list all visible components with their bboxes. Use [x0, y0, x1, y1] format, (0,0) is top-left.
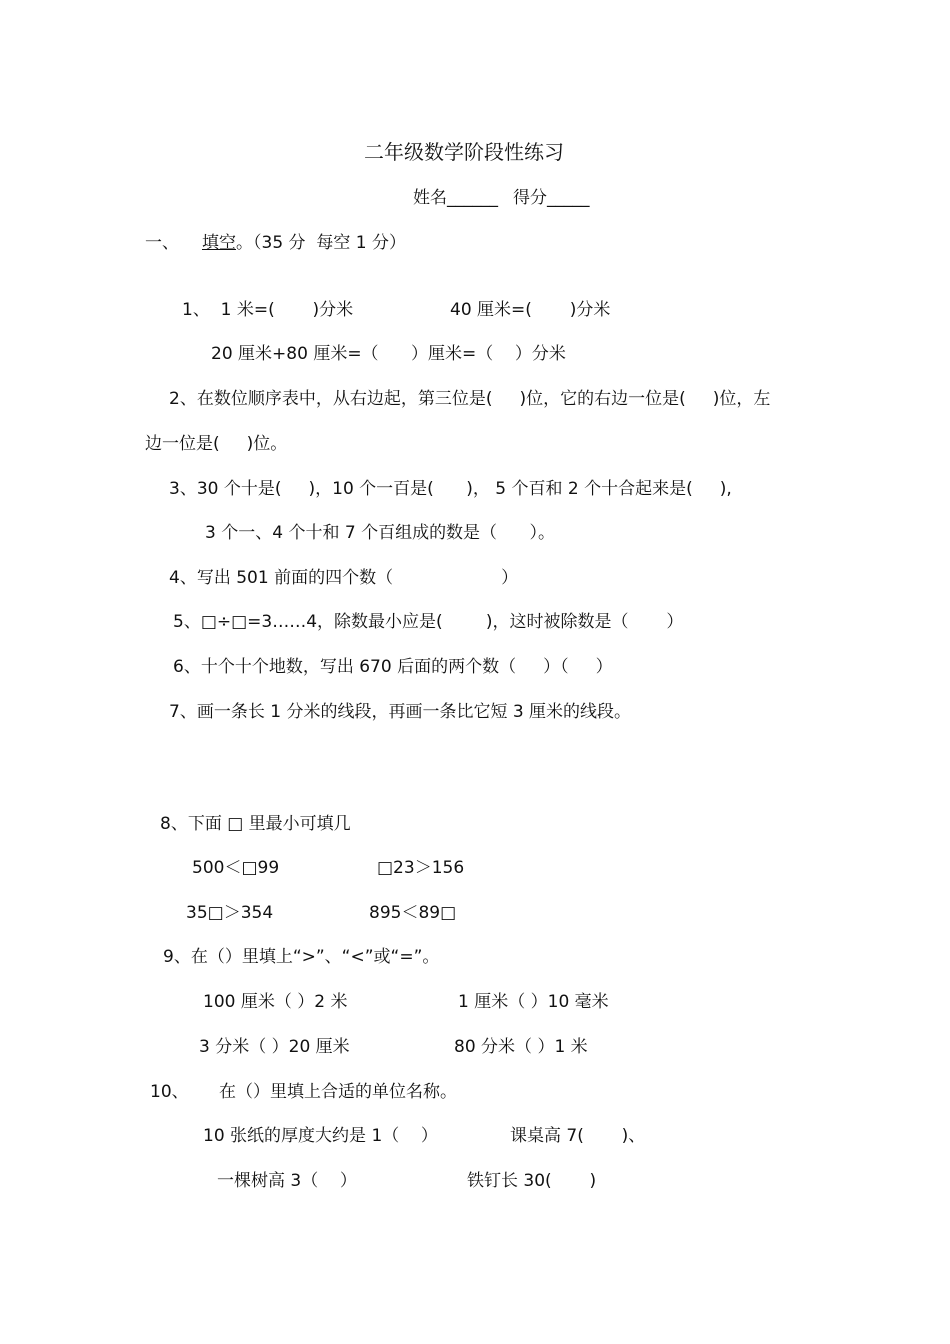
question-1-c: 20 厘米+80 厘米=（ ）厘米=（ ）分米 — [211, 344, 566, 364]
section-number: 一、 — [145, 233, 179, 253]
question-2-b: 边一位是( )位。 — [145, 434, 288, 454]
question-5: 5、□÷□=3……4，除数最小应是( )，这时被除数是（ ） — [173, 612, 684, 632]
score-field: 得分_____ — [513, 188, 590, 208]
question-1-a: 1、 1 米=( )分米 — [182, 300, 354, 320]
question-10-label: 在（）里填上合适的单位名称。 — [219, 1082, 457, 1102]
section-heading-suffix: 。（35 分 每空 1 分） — [236, 233, 406, 253]
question-9-b: 1 厘米（ ）10 毫米 — [458, 992, 609, 1012]
question-10-b: 课桌高 7( )、 — [510, 1126, 646, 1146]
question-9-label: 9、在（）里填上“>”、“<”或“=”。 — [163, 947, 440, 967]
question-9-d: 80 分米（ ）1 米 — [454, 1037, 588, 1057]
question-8-d: 895＜89□ — [369, 903, 457, 923]
question-10-d: 铁钉长 30( ) — [467, 1171, 597, 1191]
question-3-a: 3、30 个十是( )，10 个一百是( )， 5 个百和 2 个十合起来是( ), — [169, 479, 732, 499]
question-6: 6、十个十个地数，写出 670 后面的两个数（ ）（ ） — [173, 657, 613, 677]
name-field: 姓名______ — [413, 188, 498, 208]
question-10-c: 一棵树高 3（ ） — [217, 1171, 357, 1191]
question-8-b: □23＞156 — [377, 858, 465, 878]
question-8-a: 500＜□99 — [192, 858, 280, 878]
question-10-number: 10、 — [150, 1082, 189, 1102]
page-title: 二年级数学阶段性练习 — [364, 140, 564, 164]
question-2-a: 2、在数位顺序表中，从右边起，第三位是( )位，它的右边一位是( )位，左 — [169, 389, 771, 409]
question-1-b: 40 厘米=( )分米 — [450, 300, 611, 320]
question-9-c: 3 分米（ ）20 厘米 — [199, 1037, 350, 1057]
section-heading: 填空 — [202, 233, 236, 253]
question-9-a: 100 厘米（ ）2 米 — [203, 992, 348, 1012]
question-4: 4、写出 501 前面的四个数（ ） — [169, 568, 519, 588]
question-7: 7、画一条长 1 分米的线段，再画一条比它短 3 厘米的线段。 — [169, 702, 632, 722]
question-8-c: 35□＞354 — [186, 903, 274, 923]
question-3-b: 3 个一、4 个十和 7 个百组成的数是（ ）。 — [205, 523, 555, 543]
question-10-a: 10 张纸的厚度大约是 1（ ） — [203, 1126, 438, 1146]
question-8-label: 8、下面 □ 里最小可填几 — [160, 814, 351, 834]
